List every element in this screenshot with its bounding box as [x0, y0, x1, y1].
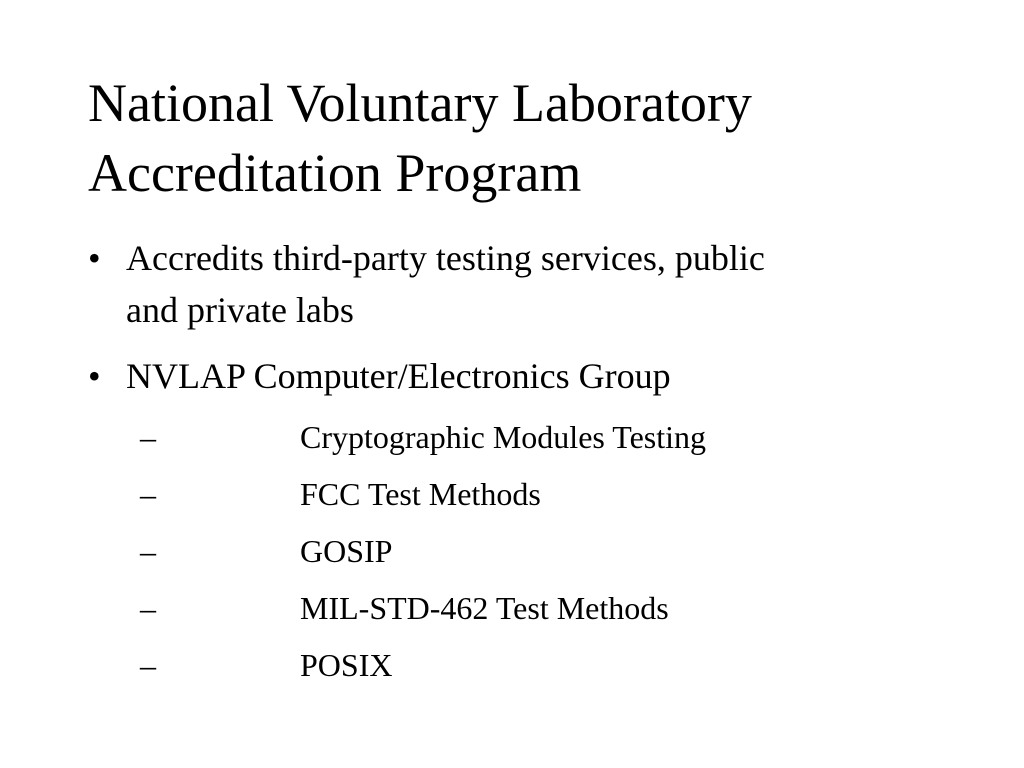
bullet-text: [126, 350, 988, 402]
bullet-item-nvlap-group: [88, 350, 988, 402]
bullet-marker: •: [88, 356, 101, 396]
sub-marker: –: [140, 419, 156, 455]
sub-item-label: GOSIP: [300, 533, 393, 569]
bullet-marker: •: [88, 238, 101, 278]
slide-title: [88, 68, 988, 208]
sub-marker: –: [140, 476, 156, 512]
sub-marker: –: [140, 533, 156, 569]
bullet-text-line-2: and private labs: [126, 290, 354, 330]
bullet-text-line-1: NVLAP Computer/Electronics Group: [126, 356, 671, 396]
bullet-text-line-1: Accredits third-party testing services, public: [126, 238, 765, 278]
bullet-text: [126, 232, 988, 336]
bullet-list: [88, 232, 988, 416]
sub-marker: –: [140, 590, 156, 626]
sub-marker: –: [140, 647, 156, 683]
sub-item-label: Cryptographic Modules Testing: [300, 419, 707, 455]
sub-item-label: MIL-STD-462 Test Methods: [300, 590, 669, 626]
sub-item-label: POSIX: [300, 647, 393, 683]
sub-item-label: FCC Test Methods: [300, 476, 541, 512]
slide-title-line-2: Accreditation Program: [88, 143, 582, 203]
bullet-item-accredits: [88, 232, 988, 336]
slide-title-line-1: National Voluntary Laboratory: [88, 73, 752, 133]
